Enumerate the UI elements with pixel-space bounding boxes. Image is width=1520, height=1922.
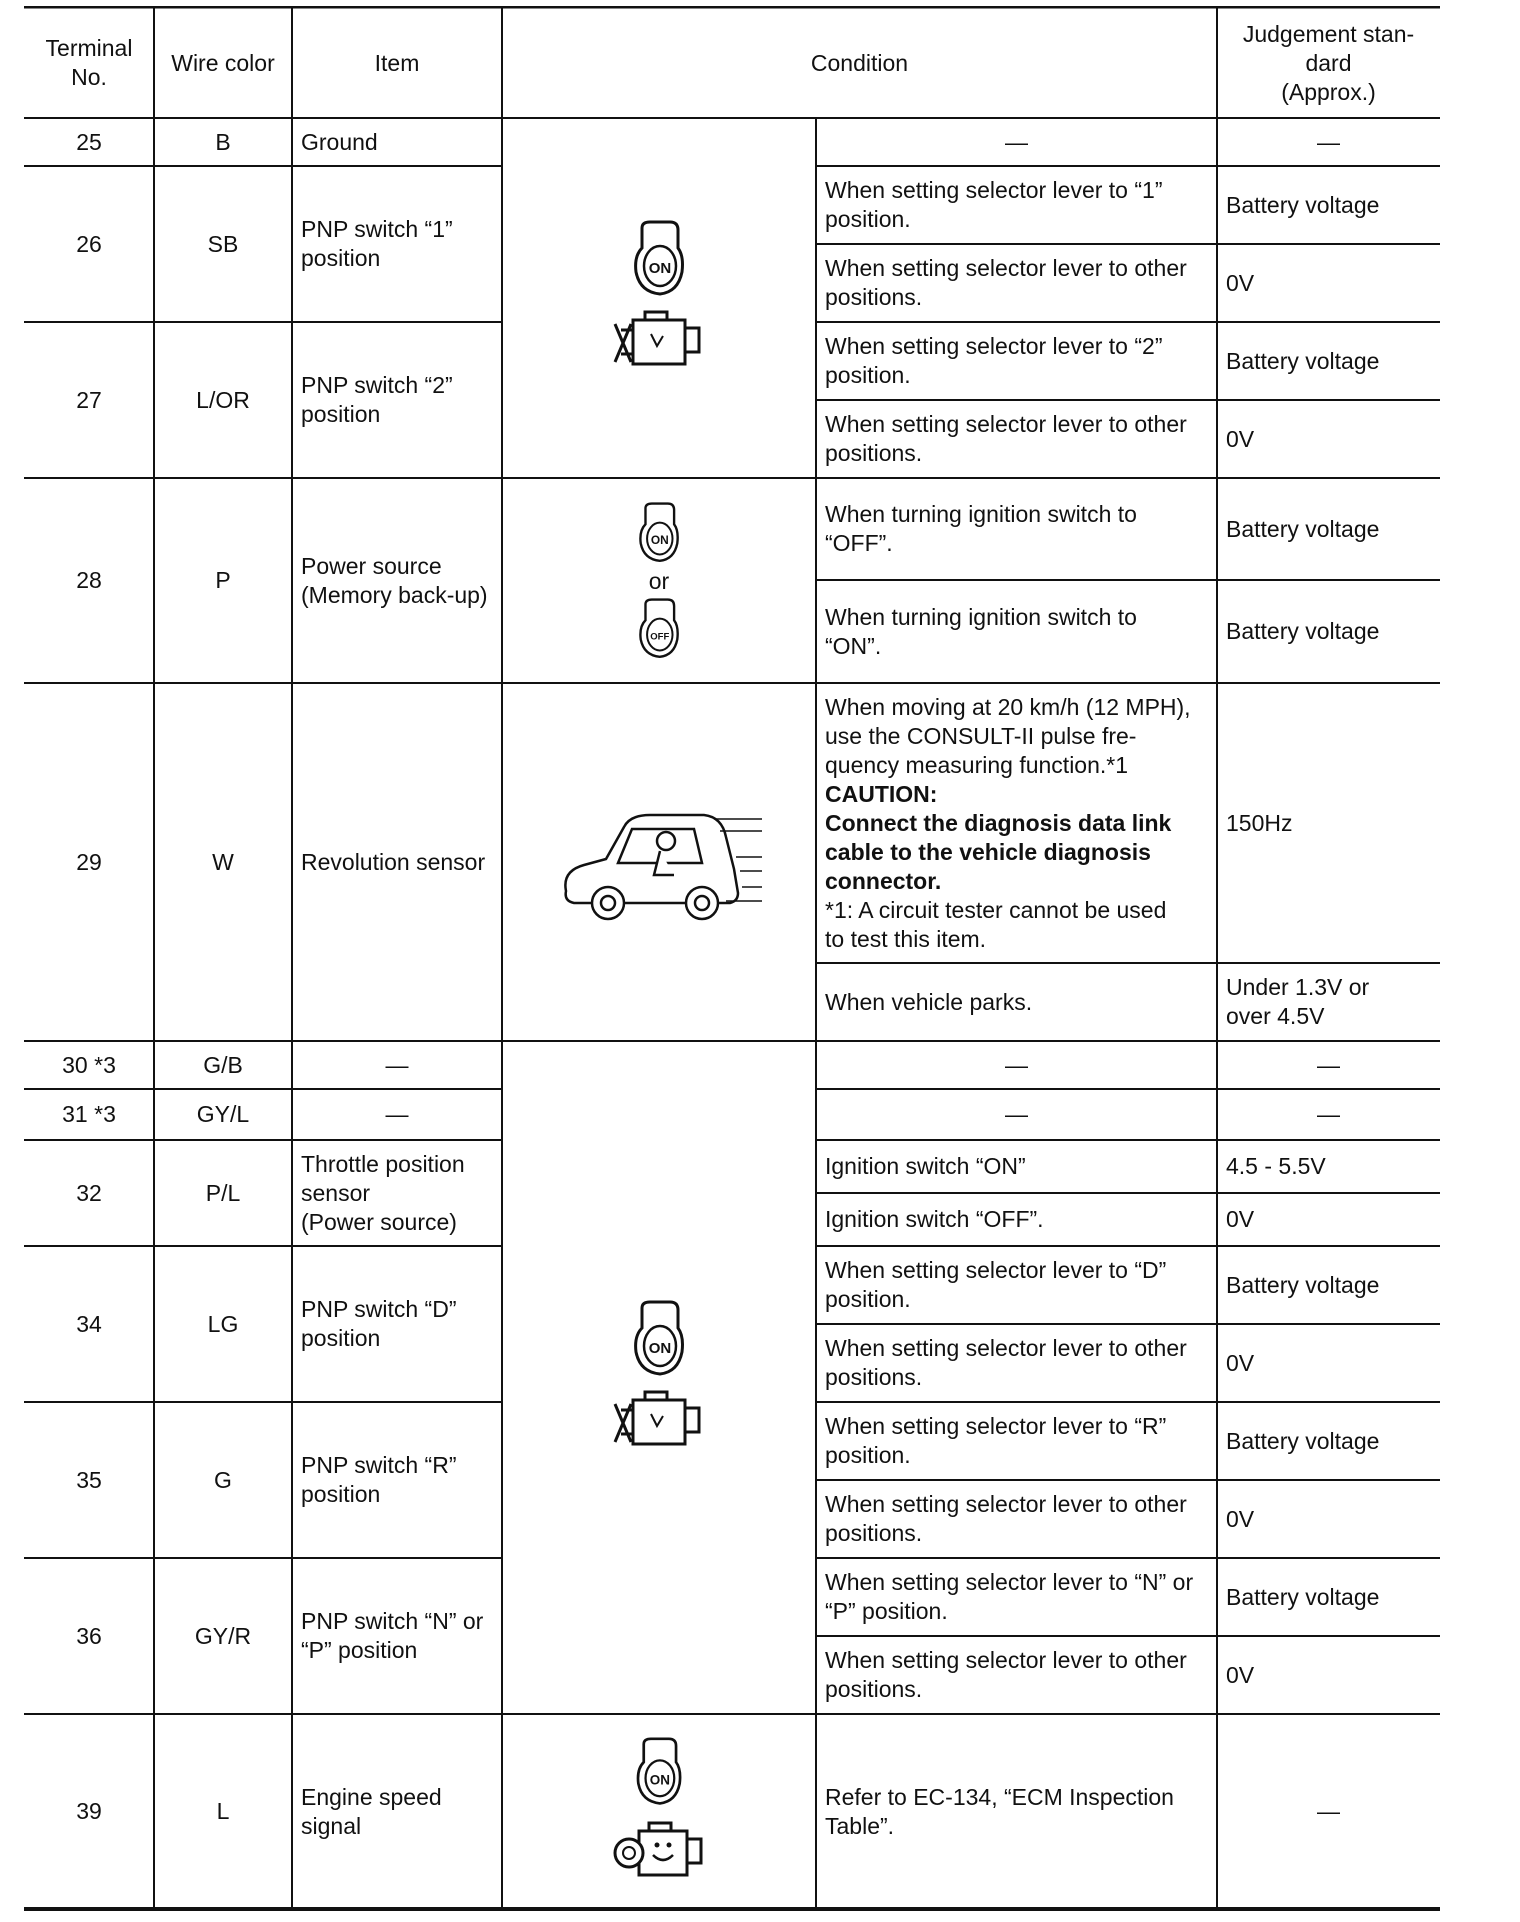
item-31: — (385, 1101, 409, 1127)
terminal-31: 31 *3 (62, 1101, 116, 1127)
wire-color-29: W (212, 848, 234, 875)
engine-running-icon (611, 1817, 707, 1889)
condition-36-a: When setting selector lever to “N” or “P” position. (825, 1569, 1194, 1624)
wire-color-32: P/L (205, 1179, 241, 1206)
wire-color-28: P (215, 567, 231, 593)
svg-text:ON: ON (648, 1339, 672, 1357)
terminal-35: 35 (76, 1466, 102, 1493)
wire-color-25: B (215, 128, 231, 155)
terminal-39: 39 (76, 1798, 102, 1824)
header-wire-color: Wire color (171, 49, 275, 76)
judgement-34-b: 0V (1226, 1349, 1255, 1376)
condition-25: — (1005, 128, 1028, 155)
vehicle-driving-icon (554, 797, 764, 927)
ignition-on-engine-running-icon-group (502, 1714, 816, 1909)
header-judgement-standard: Judgement stan- dard (Approx.) (1242, 20, 1415, 105)
judgement-29-a: 150Hz (1226, 809, 1293, 836)
ignition-key-on-icon (620, 1298, 698, 1380)
condition-32-a: Ignition switch “ON” (825, 1153, 1026, 1179)
terminal-32: 32 (76, 1179, 102, 1206)
judgement-28-b: Battery voltage (1226, 618, 1380, 644)
terminal-25: 25 (76, 128, 102, 155)
item-34: PNP switch “D” position (301, 1296, 457, 1351)
judgement-27-a: Battery voltage (1226, 347, 1380, 374)
judgement-32-b: 0V (1226, 1206, 1255, 1232)
condition-29-footnote-text: *1: A circuit tester cannot be used to test this item. (825, 896, 1167, 952)
judgement-26-a: Battery voltage (1226, 191, 1380, 218)
condition-29-measure-text: When moving at 20 km/h (12 MPH), use the CONSULT-II pulse fre- quency measuring function.*1 (825, 693, 1191, 778)
item-39: Engine speed signal (301, 1783, 442, 1839)
judgement-35-b: 0V (1226, 1505, 1255, 1532)
svg-text:ON: ON (648, 260, 672, 277)
terminal-28: 28 (76, 567, 102, 593)
svg-text:ON: ON (650, 532, 669, 547)
condition-26-b: When setting selector lever to other positions. (825, 255, 1187, 310)
judgement-27-b: 0V (1226, 425, 1255, 452)
wire-color-30: G/B (203, 1051, 243, 1078)
item-30: — (385, 1051, 409, 1078)
ignition-key-on-icon (628, 500, 690, 566)
condition-34-a: When setting selector lever to “D” position. (825, 1257, 1167, 1312)
wire-color-27: L/OR (196, 386, 250, 413)
judgement-36-b: 0V (1226, 1661, 1255, 1688)
engine-stopped-icon (611, 1386, 707, 1458)
condition-30: — (1005, 1051, 1028, 1078)
or-label: or (648, 567, 670, 594)
judgement-30: — (1317, 1051, 1340, 1078)
condition-35-b: When setting selector lever to other positions. (825, 1491, 1187, 1546)
condition-29-a (816, 683, 1217, 963)
judgement-35-a: Battery voltage (1226, 1427, 1380, 1454)
condition-39: Refer to EC-134, “ECM Inspection Table”. (825, 1783, 1174, 1839)
terminal-34: 34 (76, 1310, 102, 1337)
item-36: PNP switch “N” or “P” position (301, 1608, 484, 1663)
judgement-34-a: Battery voltage (1226, 1271, 1380, 1298)
engine-stopped-icon (611, 306, 707, 378)
condition-26-a: When setting selector lever to “1” position. (825, 177, 1163, 232)
ignition-key-off-icon (628, 596, 690, 662)
condition-31: — (1005, 1101, 1028, 1127)
judgement-32-a: 4.5 - 5.5V (1226, 1153, 1326, 1179)
item-28: Power source (Memory back-up) (301, 552, 488, 608)
judgement-26-b: 0V (1226, 269, 1255, 296)
terminal-27: 27 (76, 386, 102, 413)
terminal-30: 30 *3 (62, 1051, 116, 1078)
header-item: Item (374, 49, 420, 76)
ignition-on-or-off-icon-group (502, 478, 816, 683)
ecm-terminal-table (24, 6, 1440, 1912)
svg-text:ON: ON (649, 1772, 670, 1788)
terminal-36: 36 (76, 1622, 102, 1649)
header-condition: Condition (810, 49, 909, 76)
condition-34-b: When setting selector lever to other positions. (825, 1335, 1187, 1390)
ignition-on-engine-stopped-icon-group (502, 118, 816, 478)
condition-29-b: When vehicle parks. (825, 988, 1033, 1015)
condition-29-caution-text: CAUTION: Connect the diagnosis data link cable to the vehicle diagnosis connector. (825, 780, 1172, 894)
condition-27-a: When setting selector lever to “2” position. (825, 333, 1163, 388)
judgement-31: — (1317, 1101, 1340, 1127)
item-29: Revolution sensor (301, 848, 486, 875)
condition-32-b: Ignition switch “OFF”. (825, 1206, 1044, 1232)
condition-36-b: When setting selector lever to other positions. (825, 1647, 1187, 1702)
wire-color-26: SB (207, 230, 239, 257)
item-26: PNP switch “1” position (301, 216, 453, 271)
svg-text:OFF: OFF (650, 630, 670, 642)
item-35: PNP switch “R” position (301, 1452, 457, 1507)
judgement-36-a: Battery voltage (1226, 1583, 1380, 1610)
condition-28-a: When turning ignition switch to “OFF”. (825, 501, 1137, 556)
item-25: Ground (301, 128, 378, 155)
wire-color-35: G (214, 1466, 232, 1493)
condition-28-b: When turning ignition switch to “ON”. (825, 603, 1137, 659)
judgement-25: — (1317, 128, 1340, 155)
wire-color-31: GY/L (196, 1101, 250, 1127)
ignition-key-on-icon (624, 1735, 694, 1809)
header-terminal-no: Terminal No. (45, 35, 133, 90)
item-32: Throttle position sensor (Power source) (301, 1150, 465, 1235)
ignition-key-on-icon (620, 218, 698, 300)
judgement-28-a: Battery voltage (1226, 515, 1380, 542)
condition-27-b: When setting selector lever to other positions. (825, 411, 1187, 466)
terminal-26: 26 (76, 230, 102, 257)
wire-color-39: L (216, 1798, 230, 1824)
terminal-29: 29 (76, 848, 102, 875)
judgement-29-b: Under 1.3V or over 4.5V (1226, 974, 1370, 1029)
vehicle-driving-icon-group (502, 683, 816, 1041)
wire-color-36: GY/R (194, 1622, 252, 1649)
wire-color-34: LG (207, 1310, 239, 1337)
ignition-on-engine-stopped-icon-group-2 (502, 1041, 816, 1714)
item-27: PNP switch “2” position (301, 372, 453, 427)
judgement-39: — (1317, 1798, 1340, 1824)
condition-35-a: When setting selector lever to “R” position. (825, 1413, 1167, 1468)
